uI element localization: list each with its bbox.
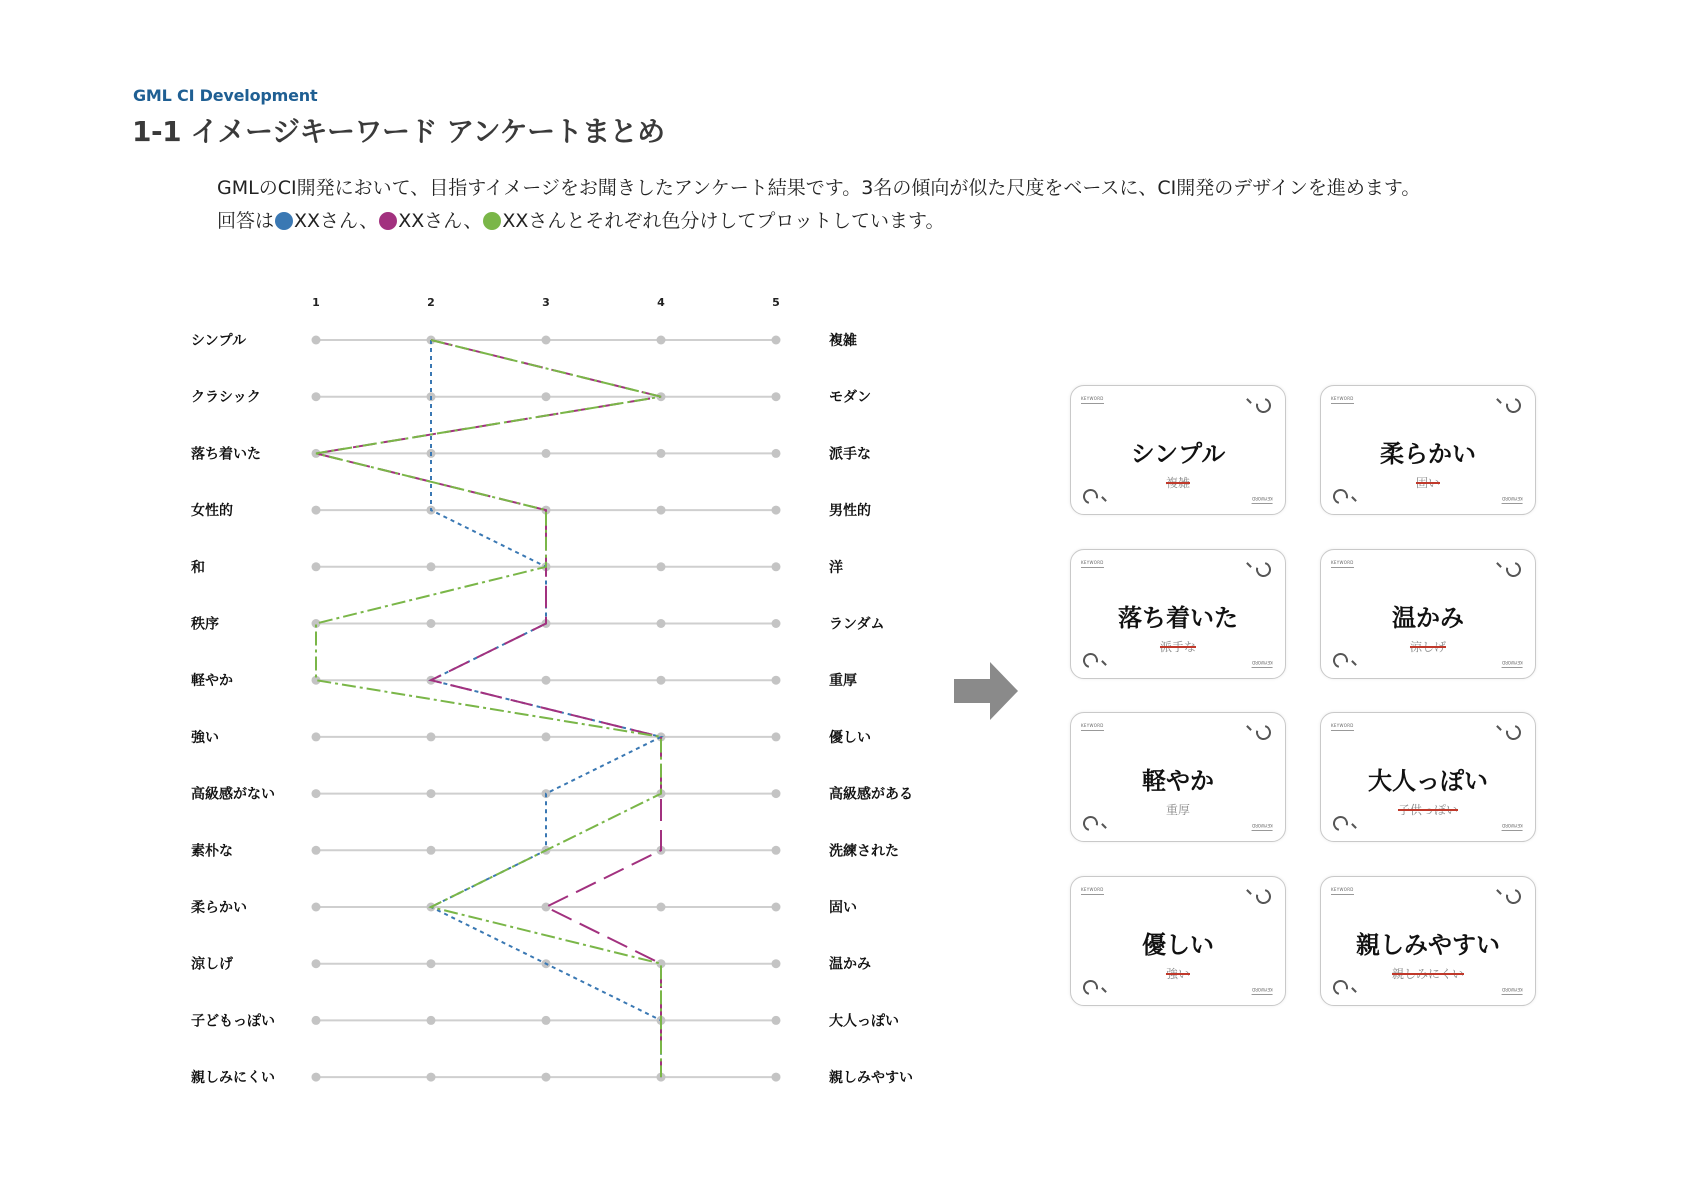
grid-point bbox=[772, 506, 781, 515]
card-keyword-tag: KEYWORD bbox=[1081, 887, 1104, 895]
scale-tick-label: 5 bbox=[772, 296, 780, 309]
tick-icon bbox=[1496, 725, 1502, 731]
card-opposite-keyword: 強い bbox=[1165, 967, 1190, 981]
left-label: シンプル bbox=[191, 333, 247, 349]
ring-icon bbox=[1253, 722, 1273, 742]
tick-icon bbox=[1246, 889, 1252, 895]
keyword-card bbox=[1070, 712, 1286, 842]
grid-point bbox=[312, 732, 321, 741]
card-keyword: 温かみ bbox=[1392, 604, 1464, 632]
tick-icon bbox=[1496, 398, 1502, 404]
grid-point bbox=[312, 789, 321, 798]
card-keyword-tag: KEYWORD bbox=[1252, 823, 1273, 831]
grid-point bbox=[657, 336, 666, 345]
grid-point bbox=[542, 732, 551, 741]
card-keyword: 軽やか bbox=[1142, 767, 1214, 795]
right-label: 洋 bbox=[829, 559, 843, 576]
grid-point bbox=[772, 789, 781, 798]
grid-point bbox=[312, 903, 321, 912]
ring-icon bbox=[1253, 559, 1273, 579]
right-label: 重厚 bbox=[829, 673, 857, 690]
grid-point bbox=[657, 903, 666, 912]
grid-point bbox=[542, 1073, 551, 1082]
keyword-card bbox=[1320, 712, 1536, 842]
card-opposite-keyword: 固い bbox=[1415, 476, 1440, 490]
grid-point bbox=[427, 1073, 436, 1082]
keyword-card bbox=[1320, 385, 1536, 515]
grid-point bbox=[542, 903, 551, 912]
grid-point bbox=[427, 562, 436, 571]
card-keyword: 優しい bbox=[1142, 931, 1214, 959]
card-keyword-tag: KEYWORD bbox=[1252, 987, 1273, 995]
tick-icon bbox=[1351, 987, 1357, 993]
description-prefix: 回答は bbox=[217, 210, 275, 232]
left-label: 子どもっぽい bbox=[191, 1013, 275, 1030]
arrow-right-icon bbox=[954, 662, 1018, 720]
left-label: 落ち着いた bbox=[191, 446, 261, 463]
card-opposite-keyword: 派手な bbox=[1159, 640, 1196, 654]
tick-icon bbox=[1101, 987, 1107, 993]
card-opposite-keyword: 親しみにくい bbox=[1391, 967, 1464, 981]
grid-point bbox=[427, 846, 436, 855]
grid-point bbox=[312, 336, 321, 345]
tick-icon bbox=[1351, 823, 1357, 829]
left-label: 和 bbox=[191, 559, 205, 576]
right-label: 洗練された bbox=[829, 843, 899, 860]
grid-point bbox=[772, 392, 781, 401]
grid-point bbox=[542, 449, 551, 458]
card-keyword-tag: KEYWORD bbox=[1502, 987, 1523, 995]
grid-point bbox=[427, 619, 436, 628]
respondent-label-1: XXさん、 bbox=[294, 210, 379, 232]
right-label: ランダム bbox=[829, 616, 885, 633]
respondent-label-2: XXさん、 bbox=[398, 210, 483, 232]
page-title: 1-1 イメージキーワード アンケートまとめ bbox=[132, 115, 665, 148]
grid-point bbox=[542, 676, 551, 685]
tick-icon bbox=[1101, 660, 1107, 666]
right-label: 複雑 bbox=[829, 333, 857, 349]
card-keyword-tag: KEYWORD bbox=[1502, 823, 1523, 831]
grid-point bbox=[427, 732, 436, 741]
card-keyword: 落ち着いた bbox=[1118, 604, 1238, 632]
card-keyword-tag: KEYWORD bbox=[1331, 560, 1354, 568]
card-keyword: シンプル bbox=[1130, 440, 1226, 468]
left-label: 女性的 bbox=[191, 503, 233, 520]
tick-icon bbox=[1496, 562, 1502, 568]
grid-point bbox=[772, 732, 781, 741]
series-line-3 bbox=[316, 340, 661, 1077]
tick-icon bbox=[1246, 398, 1252, 404]
grid-point bbox=[772, 959, 781, 968]
grid-point bbox=[427, 1016, 436, 1025]
tick-icon bbox=[1246, 562, 1252, 568]
ring-icon bbox=[1253, 886, 1273, 906]
left-label: 軽やか bbox=[191, 673, 233, 690]
grid-point bbox=[657, 619, 666, 628]
right-label: 優しい bbox=[829, 729, 871, 746]
card-opposite-keyword: 涼しげ bbox=[1409, 640, 1446, 654]
card-keyword-tag: KEYWORD bbox=[1081, 560, 1104, 568]
grid-point bbox=[542, 336, 551, 345]
ring-icon bbox=[1503, 886, 1523, 906]
card-opposite-keyword: 子供っぽい bbox=[1397, 803, 1458, 817]
series-line-2 bbox=[316, 340, 661, 1077]
card-keyword-tag: KEYWORD bbox=[1331, 396, 1354, 404]
ring-icon bbox=[1503, 722, 1523, 742]
tick-icon bbox=[1351, 660, 1357, 666]
keyword-card bbox=[1320, 549, 1536, 679]
grid-point bbox=[657, 562, 666, 571]
ring-icon bbox=[1503, 559, 1523, 579]
grid-point bbox=[772, 676, 781, 685]
card-keyword-tag: KEYWORD bbox=[1331, 887, 1354, 895]
grid-point bbox=[312, 506, 321, 515]
left-label: 高級感がない bbox=[191, 786, 275, 803]
card-keyword-tag: KEYWORD bbox=[1081, 396, 1104, 404]
right-label: モダン bbox=[829, 389, 872, 406]
keyword-card bbox=[1070, 385, 1286, 515]
grid-point bbox=[657, 506, 666, 515]
tick-icon bbox=[1351, 496, 1357, 502]
card-keyword-tag: KEYWORD bbox=[1252, 660, 1273, 668]
tick-icon bbox=[1101, 823, 1107, 829]
respondent-label-3: XXさんとそれぞれ色分けしてプロットしています。 bbox=[502, 210, 945, 232]
description-line-1: GMLのCI開発において、目指すイメージをお聞きしたアンケート結果です。3名の傾向が似た尺度をベースに、CI開発のデザインを進めます。 bbox=[217, 177, 1421, 199]
left-label: 柔らかい bbox=[191, 900, 247, 916]
card-keyword-tag: KEYWORD bbox=[1502, 660, 1523, 668]
brand-label: GML CI Development bbox=[133, 86, 318, 105]
right-label: 男性的 bbox=[829, 503, 871, 520]
keyword-card bbox=[1070, 876, 1286, 1006]
card-keyword-tag: KEYWORD bbox=[1252, 496, 1273, 504]
grid-point bbox=[772, 846, 781, 855]
tick-icon bbox=[1496, 889, 1502, 895]
grid-point bbox=[312, 392, 321, 401]
scale-tick-label: 3 bbox=[542, 296, 550, 309]
card-keyword-tag: KEYWORD bbox=[1081, 723, 1104, 731]
grid-point bbox=[427, 959, 436, 968]
scale-tick-label: 2 bbox=[427, 296, 435, 309]
right-label: 大人っぽい bbox=[829, 1013, 899, 1030]
scale-tick-label: 1 bbox=[312, 296, 320, 309]
ring-icon bbox=[1503, 395, 1523, 415]
grid-point bbox=[312, 959, 321, 968]
ring-icon bbox=[1253, 395, 1273, 415]
grid-point bbox=[772, 336, 781, 345]
card-keyword: 親しみやすい bbox=[1356, 931, 1500, 959]
left-label: 強い bbox=[191, 729, 219, 746]
card-keyword-tag: KEYWORD bbox=[1502, 496, 1523, 504]
grid-point bbox=[657, 449, 666, 458]
tick-icon bbox=[1101, 496, 1107, 502]
right-label: 親しみやすい bbox=[829, 1070, 913, 1087]
left-label: クラシック bbox=[191, 389, 261, 406]
grid-point bbox=[542, 392, 551, 401]
grid-point bbox=[312, 1016, 321, 1025]
scale-tick-label: 4 bbox=[657, 296, 665, 309]
card-keyword: 柔らかい bbox=[1380, 440, 1476, 468]
left-label: 涼しげ bbox=[191, 956, 233, 973]
keyword-card bbox=[1070, 549, 1286, 679]
grid-point bbox=[772, 449, 781, 458]
left-label: 親しみにくい bbox=[191, 1070, 275, 1087]
grid-point bbox=[772, 1016, 781, 1025]
right-label: 高級感がある bbox=[829, 786, 913, 803]
grid-point bbox=[312, 1073, 321, 1082]
keyword-card bbox=[1320, 876, 1536, 1006]
card-keyword-tag: KEYWORD bbox=[1331, 723, 1354, 731]
grid-point bbox=[427, 789, 436, 798]
card-opposite-keyword: 重厚 bbox=[1165, 803, 1190, 817]
grid-point bbox=[772, 1073, 781, 1082]
grid-point bbox=[772, 903, 781, 912]
left-label: 秩序 bbox=[191, 616, 219, 633]
grid-point bbox=[772, 619, 781, 628]
grid-point bbox=[312, 562, 321, 571]
right-label: 派手な bbox=[829, 446, 871, 463]
tick-icon bbox=[1246, 725, 1252, 731]
right-label: 温かみ bbox=[829, 956, 871, 973]
grid-point bbox=[772, 562, 781, 571]
grid-point bbox=[542, 1016, 551, 1025]
right-label: 固い bbox=[829, 900, 857, 916]
grid-point bbox=[657, 676, 666, 685]
left-label: 素朴な bbox=[191, 843, 233, 860]
card-keyword: 大人っぽい bbox=[1368, 767, 1488, 795]
grid-point bbox=[312, 846, 321, 855]
card-opposite-keyword: 複雑 bbox=[1165, 476, 1190, 490]
